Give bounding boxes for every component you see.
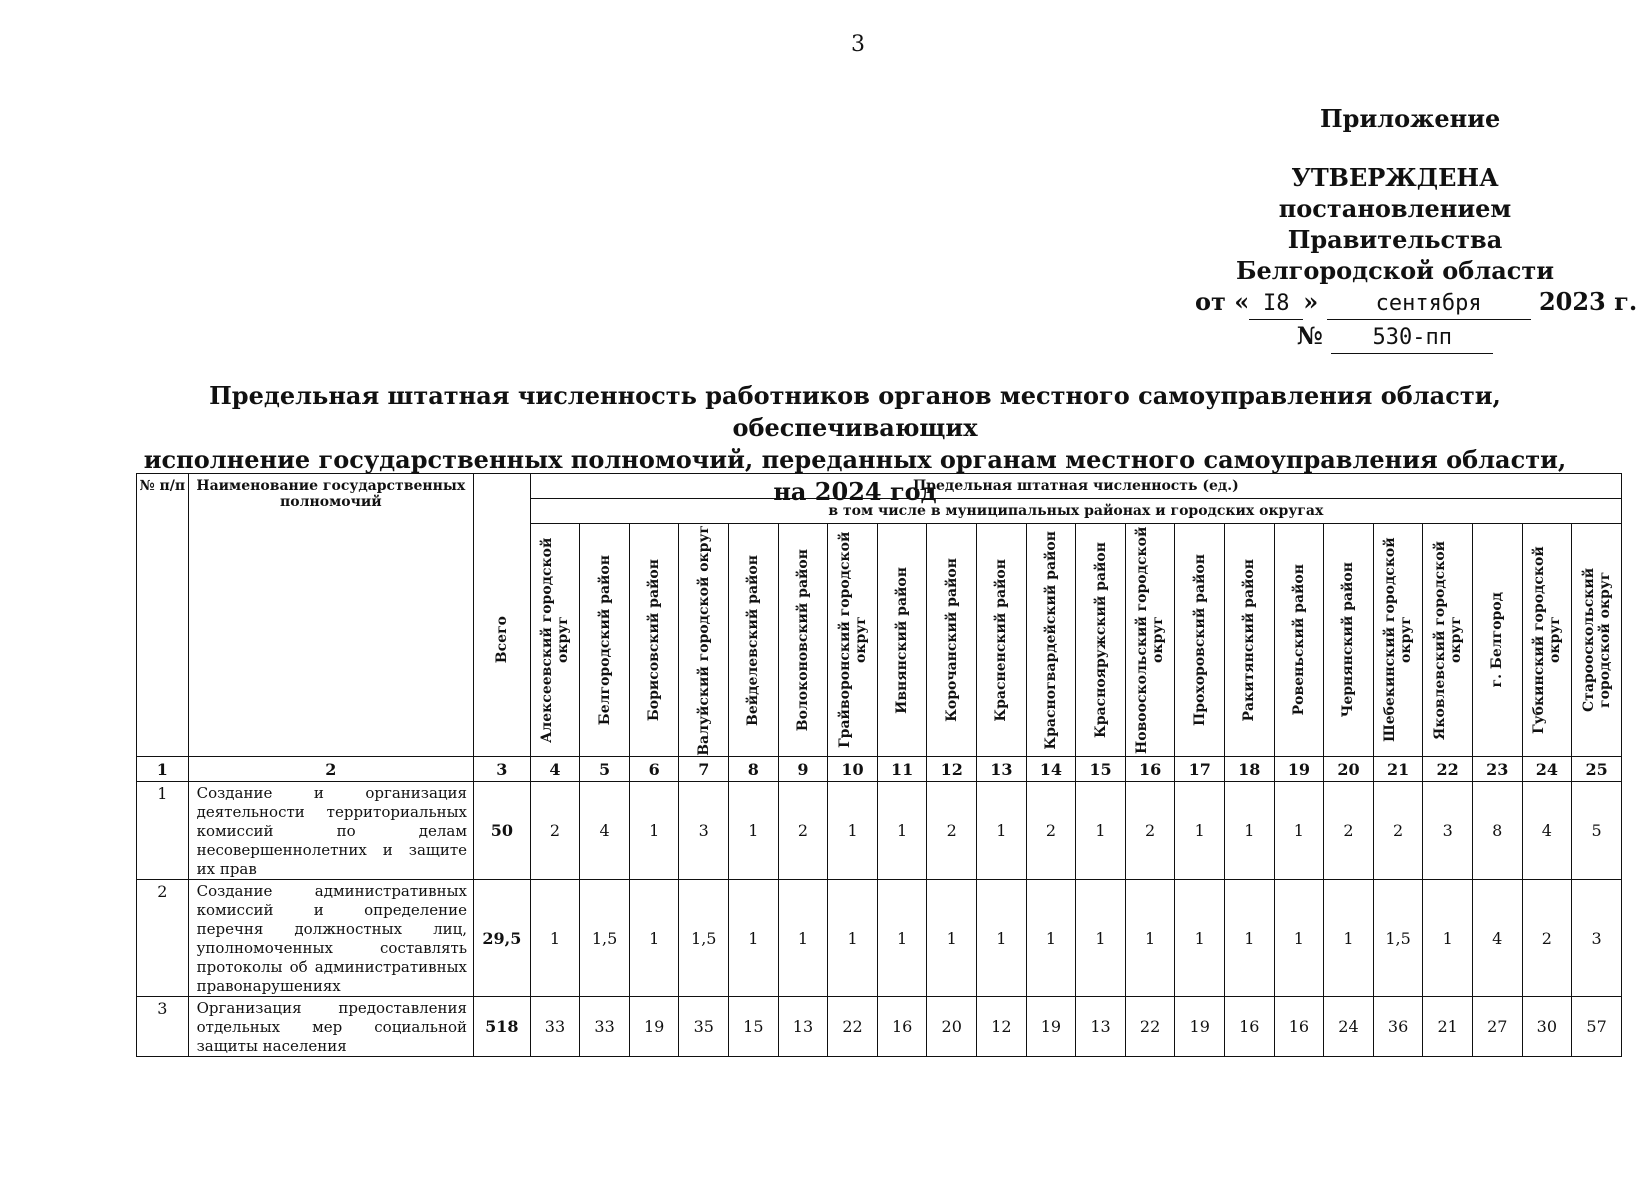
column-index: 25	[1572, 757, 1622, 782]
row-district-value: 1	[1274, 880, 1324, 997]
header-num: № п/п	[137, 474, 189, 757]
row-district-value: 1	[877, 782, 927, 880]
district-name: Корочанский район	[943, 558, 960, 722]
document-number: 530-пп	[1331, 322, 1493, 354]
date-month: сентября	[1327, 288, 1531, 320]
row-district-value: 19	[1175, 997, 1225, 1057]
row-district-value: 4	[1522, 782, 1572, 880]
district-header-cell	[580, 524, 630, 757]
row-authority-name: Организация предоставления отдельных мер социальной защиты населения	[188, 997, 473, 1057]
row-district-value: 1	[629, 880, 679, 997]
row-district-value: 16	[1274, 997, 1324, 1057]
row-district-value: 1	[1175, 880, 1225, 997]
row-district-value: 19	[629, 997, 679, 1057]
row-district-value: 57	[1572, 997, 1622, 1057]
district-header-cell	[1373, 524, 1423, 757]
row-district-value: 1	[877, 880, 927, 997]
district-name: Ровеньский район	[1290, 564, 1307, 716]
district-header-cell	[778, 524, 828, 757]
date-prefix: от «	[1195, 287, 1250, 316]
district-header-cell	[927, 524, 977, 757]
row-district-value: 20	[927, 997, 977, 1057]
district-name: Краснояружский район	[1092, 541, 1109, 739]
row-district-value: 3	[679, 782, 729, 880]
date-year: 2023 г.	[1538, 287, 1638, 316]
table-row	[137, 997, 1622, 1057]
district-header-cell	[1274, 524, 1324, 757]
row-authority-name: Создание административных комиссий и определение перечня должностных лиц, уполномоченных составлять протоколы об административных правонарушениях	[188, 880, 473, 997]
row-district-value: 24	[1324, 997, 1374, 1057]
column-index: 12	[927, 757, 977, 782]
approved-by-line1: постановлением Правительства	[1278, 194, 1512, 254]
district-header-cell	[629, 524, 679, 757]
header-subgroup: в том числе в муниципальных районах и городских округах	[530, 499, 1621, 524]
row-district-value: 1	[1225, 880, 1275, 997]
district-name: Валуйский городской округ	[695, 524, 712, 756]
district-name: Прохоровский район	[1191, 554, 1208, 726]
row-district-value: 1	[828, 880, 878, 997]
row-district-value: 1	[927, 880, 977, 997]
row-district-value: 1	[729, 782, 779, 880]
row-district-value: 2	[778, 782, 828, 880]
row-district-value: 4	[580, 782, 630, 880]
district-name: Ракитянский район	[1241, 558, 1258, 722]
column-index: 18	[1225, 757, 1275, 782]
column-index: 3	[474, 757, 531, 782]
row-district-value: 2	[927, 782, 977, 880]
staffing-table	[136, 473, 1622, 1057]
row-district-value: 16	[877, 997, 927, 1057]
row-district-value: 30	[1522, 997, 1572, 1057]
approved-by-line2: Белгородской области	[1235, 256, 1555, 285]
district-name: Губкинский городской округ	[1530, 546, 1563, 734]
district-header-cell	[1125, 524, 1175, 757]
page-number: 3	[851, 32, 865, 57]
date-day: I8	[1249, 288, 1303, 320]
district-name: Красногвардейский район	[1042, 530, 1059, 750]
row-district-value: 21	[1423, 997, 1473, 1057]
row-district-value: 1,5	[1373, 880, 1423, 997]
title-line-2: исполнение государственных полномочий, переданных органам местного самоуправления области, на 2024 год	[143, 445, 1567, 506]
row-district-value: 1	[1026, 880, 1076, 997]
district-header-cell	[1324, 524, 1374, 757]
row-district-value: 1	[977, 880, 1027, 997]
column-index: 5	[580, 757, 630, 782]
row-total: 50	[474, 782, 531, 880]
district-header-cell	[1175, 524, 1225, 757]
row-district-value: 2	[1522, 880, 1572, 997]
district-header-cell	[729, 524, 779, 757]
row-district-value: 1	[530, 880, 580, 997]
row-district-value: 12	[977, 997, 1027, 1057]
number-prefix: №	[1296, 321, 1323, 350]
title-line-1: Предельная штатная численность работников органов местного самоуправления области, обеспечивающих	[209, 381, 1501, 442]
district-name: Новооскольский городской округ	[1134, 526, 1167, 754]
appendix-label: Приложение	[1320, 104, 1501, 133]
district-name: Грайворонский городской округ	[836, 531, 869, 749]
district-name: Волоконовский район	[794, 548, 811, 732]
column-index: 24	[1522, 757, 1572, 782]
column-index: 21	[1373, 757, 1423, 782]
district-name: Алексеевский городской округ	[538, 537, 571, 743]
district-name: Борисовский район	[646, 558, 663, 722]
row-total: 29,5	[474, 880, 531, 997]
column-index: 15	[1076, 757, 1126, 782]
row-district-value: 27	[1472, 997, 1522, 1057]
row-district-value: 1	[828, 782, 878, 880]
district-name: г. Белгород	[1489, 592, 1506, 688]
row-district-value: 1,5	[580, 880, 630, 997]
district-header-cell	[977, 524, 1027, 757]
column-index: 2	[188, 757, 473, 782]
row-district-value: 1	[1423, 880, 1473, 997]
column-index-row	[137, 757, 1622, 782]
row-district-value: 3	[1572, 880, 1622, 997]
district-name: Вейделевский район	[745, 554, 762, 726]
row-number: 1	[137, 782, 189, 880]
column-index: 20	[1324, 757, 1374, 782]
district-header-cell	[1026, 524, 1076, 757]
row-district-value: 19	[1026, 997, 1076, 1057]
district-name: Чернянский район	[1340, 562, 1357, 718]
row-district-value: 8	[1472, 782, 1522, 880]
row-district-value: 13	[778, 997, 828, 1057]
district-header-cell	[877, 524, 927, 757]
column-index: 1	[137, 757, 189, 782]
row-district-value: 35	[679, 997, 729, 1057]
row-district-value: 2	[530, 782, 580, 880]
district-header-cell	[1522, 524, 1572, 757]
district-name: Шебекинский городской округ	[1382, 537, 1415, 743]
row-district-value: 1,5	[679, 880, 729, 997]
row-district-value: 33	[580, 997, 630, 1057]
district-header-cell	[1225, 524, 1275, 757]
row-district-value: 1	[977, 782, 1027, 880]
column-index: 19	[1274, 757, 1324, 782]
row-district-value: 13	[1076, 997, 1126, 1057]
district-header-cell	[530, 524, 580, 757]
row-district-value: 33	[530, 997, 580, 1057]
approval-number-line	[1195, 320, 1595, 354]
row-total: 518	[474, 997, 531, 1057]
row-district-value: 2	[1324, 782, 1374, 880]
row-district-value: 22	[1125, 997, 1175, 1057]
table-row	[137, 782, 1622, 880]
row-district-value: 5	[1572, 782, 1622, 880]
district-name: Красненский район	[993, 558, 1010, 722]
column-index: 7	[679, 757, 729, 782]
column-index: 16	[1125, 757, 1175, 782]
header-total: Всего	[493, 616, 510, 664]
row-district-value: 22	[828, 997, 878, 1057]
column-index: 6	[629, 757, 679, 782]
column-index: 13	[977, 757, 1027, 782]
header-total-spacer	[474, 474, 531, 524]
row-district-value: 2	[1026, 782, 1076, 880]
column-index: 14	[1026, 757, 1076, 782]
header-total-cell	[474, 524, 531, 757]
column-index: 8	[729, 757, 779, 782]
table-row	[137, 880, 1622, 997]
row-district-value: 1	[629, 782, 679, 880]
header-name: Наименование государственных полномочий	[188, 474, 473, 757]
approval-date-line	[1195, 286, 1638, 320]
approved-heading: УТВЕРЖДЕНА	[1291, 163, 1499, 192]
row-district-value: 1	[1076, 880, 1126, 997]
row-district-value: 1	[1175, 782, 1225, 880]
table-body	[137, 782, 1622, 1057]
district-name: Белгородский район	[596, 554, 613, 726]
row-district-value: 2	[1373, 782, 1423, 880]
column-index: 10	[828, 757, 878, 782]
row-number: 3	[137, 997, 189, 1057]
column-index: 11	[877, 757, 927, 782]
approval-block	[1195, 162, 1638, 354]
district-header-cell	[1572, 524, 1622, 757]
column-index: 4	[530, 757, 580, 782]
column-index: 9	[778, 757, 828, 782]
row-district-value: 1	[729, 880, 779, 997]
district-name: Старооскольский городской округ	[1580, 567, 1613, 713]
district-header-cell	[1076, 524, 1126, 757]
district-name: Ивнянский район	[894, 566, 911, 714]
row-district-value: 36	[1373, 997, 1423, 1057]
district-header-cell	[679, 524, 729, 757]
column-index: 22	[1423, 757, 1473, 782]
district-header-cell	[828, 524, 878, 757]
column-index: 17	[1175, 757, 1225, 782]
district-header-cell	[1472, 524, 1522, 757]
row-district-value: 1	[1225, 782, 1275, 880]
row-district-value: 1	[1274, 782, 1324, 880]
district-header-cell	[1423, 524, 1473, 757]
row-district-value: 1	[1324, 880, 1374, 997]
row-district-value: 1	[778, 880, 828, 997]
row-district-value: 15	[729, 997, 779, 1057]
row-district-value: 2	[1125, 782, 1175, 880]
row-authority-name: Создание и организация деятельности территориальных комиссий по делам несовершеннолетних и защите их прав	[188, 782, 473, 880]
column-index: 23	[1472, 757, 1522, 782]
header-group: Предельная штатная численность (ед.)	[530, 474, 1621, 499]
row-district-value: 1	[1076, 782, 1126, 880]
row-district-value: 4	[1472, 880, 1522, 997]
row-district-value: 1	[1125, 880, 1175, 997]
row-district-value: 3	[1423, 782, 1473, 880]
district-name: Яковлевский городской округ	[1431, 540, 1464, 740]
row-number: 2	[137, 880, 189, 997]
row-district-value: 16	[1225, 997, 1275, 1057]
date-mid: »	[1303, 287, 1319, 316]
